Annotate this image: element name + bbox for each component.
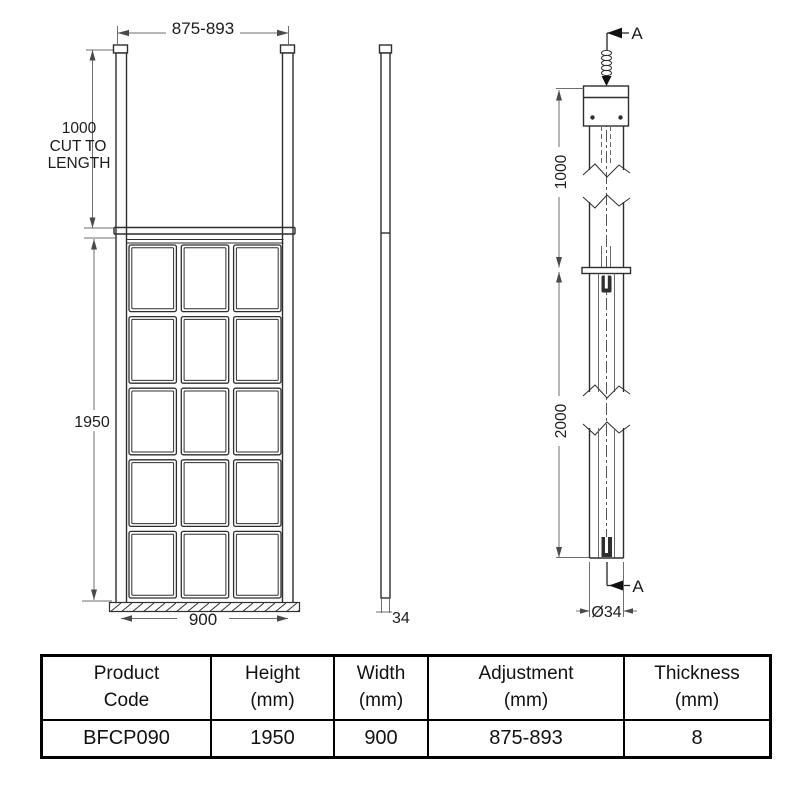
header-text: Thickness [654, 663, 740, 685]
panel-top-bar [114, 228, 295, 235]
front-width-dimension [121, 610, 288, 629]
cell-height: 1950 [211, 720, 334, 758]
glass-pane [234, 317, 281, 384]
front-adjustment-dimension [118, 16, 289, 44]
glass-pane [181, 531, 228, 598]
left-support-pole [114, 45, 128, 603]
pole-collar [582, 268, 631, 274]
cell-product-code: BFCP090 [42, 720, 212, 758]
header-text: Code [103, 690, 150, 711]
cut-length-line1: 1000 [61, 120, 97, 137]
front-view [48, 16, 300, 629]
header-adjustment [428, 656, 624, 721]
section-arrow-bottom [607, 562, 644, 596]
glass-pane [234, 460, 281, 527]
glass-pane [129, 317, 176, 384]
header-width [334, 656, 428, 721]
glass-pane [129, 245, 176, 312]
section-lower-label: 2000 [553, 403, 570, 439]
glass-pane [181, 245, 228, 312]
glass-pane [129, 531, 176, 598]
section-diameter-label: Ø34 [591, 604, 622, 621]
header-text: Width [356, 663, 406, 685]
right-support-pole [281, 45, 295, 603]
spec-table-data-row [42, 720, 771, 758]
section-upper-dimension [551, 89, 584, 268]
side-thickness-label: 34 [392, 610, 410, 627]
glass-pane [181, 388, 228, 455]
ceiling-bracket [584, 86, 629, 126]
header-thickness [624, 656, 771, 721]
section-label-bottom: A [632, 577, 644, 596]
side-thickness-dimension [376, 598, 410, 627]
header-text: (mm) [250, 690, 295, 711]
glass-pane [129, 388, 176, 455]
side-view [376, 45, 410, 627]
header-text: Adjustment [478, 663, 574, 685]
cut-length-line2: CUT TO [49, 138, 107, 155]
glass-pane [181, 460, 228, 527]
section-label-top: A [631, 24, 643, 43]
bracket-screw-left [590, 115, 594, 119]
glass-pane [181, 317, 228, 384]
glass-pane [129, 460, 176, 527]
header-text: (mm) [674, 690, 720, 711]
front-adjustment-label: 875-893 [171, 19, 235, 38]
spec-table [40, 654, 758, 759]
front-height-dimension [69, 238, 120, 601]
side-pole-cap [380, 45, 392, 53]
cell-thickness: 8 [624, 720, 771, 758]
header-text: Height [245, 663, 300, 685]
glass-top-edge [127, 240, 284, 244]
header-height [211, 656, 334, 721]
adjustment-bolt [602, 50, 612, 86]
section-lower-dimension [551, 272, 589, 558]
glass-pane [234, 245, 281, 312]
glass-pane [234, 531, 281, 598]
front-cut-to-length-dimension [48, 50, 114, 228]
spec-table-header-row [42, 656, 771, 721]
header-text: (mm) [358, 690, 404, 711]
header-text: (mm) [503, 690, 549, 711]
header-text: Product [93, 663, 160, 685]
glass-pane [234, 388, 281, 455]
front-height-label: 1950 [74, 414, 110, 431]
section-arrow-top [607, 24, 643, 50]
side-profile [381, 53, 390, 598]
bracket-screw-right [618, 115, 622, 119]
section-upper-label: 1000 [553, 154, 570, 190]
right-pole-cap [281, 45, 295, 53]
cell-adjustment: 875-893 [428, 720, 624, 758]
cut-length-line3: LENGTH [47, 155, 111, 172]
section-view [551, 24, 644, 621]
cell-width: 900 [334, 720, 428, 758]
header-product-code [42, 656, 212, 721]
left-pole-cap [114, 45, 128, 53]
glass-pane-grid [129, 245, 281, 598]
front-width-label: 900 [188, 610, 218, 629]
